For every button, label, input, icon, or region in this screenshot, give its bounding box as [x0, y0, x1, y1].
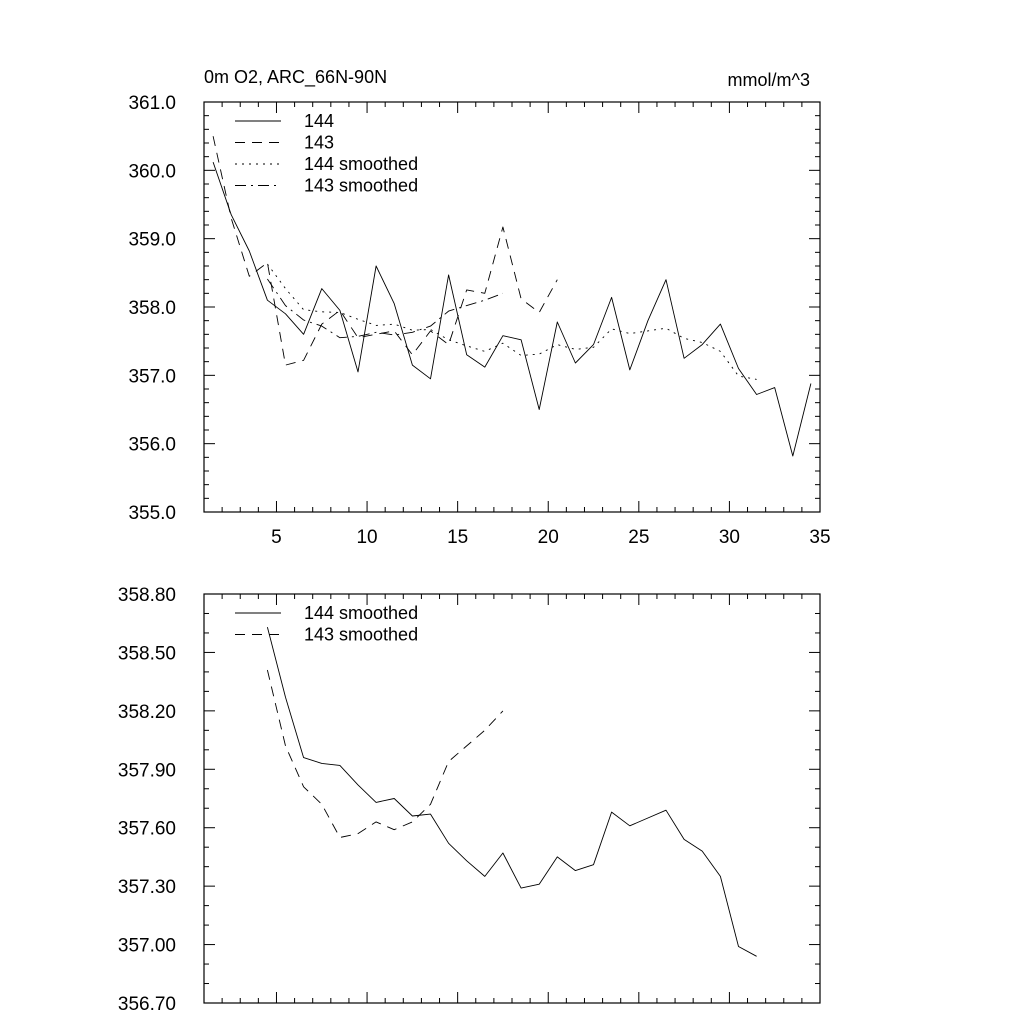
top-y-tick-label: 356.0 [128, 434, 176, 456]
top-x-tick-label: 25 [628, 527, 650, 548]
bottom-y-tick-label: 357.00 [117, 935, 176, 957]
top-y-tick-label: 359.0 [128, 229, 176, 251]
top-y-tick-label: 360.0 [128, 161, 176, 183]
bottom-y-tick-label: 357.30 [117, 877, 176, 899]
bottom-y-tick-label: 357.90 [117, 760, 176, 782]
bottom-y-tick-label: 356.70 [117, 994, 176, 1015]
bottom-legend-label-144-smoothed: 144 smoothed [304, 603, 419, 623]
bottom-y-tick-label: 358.80 [117, 585, 176, 606]
top-y-tick-label: 355.0 [128, 503, 176, 524]
top-legend-label-144: 144 [304, 111, 335, 131]
top-y-tick-label: 357.0 [128, 366, 176, 388]
top-legend-label-143: 143 [304, 132, 335, 153]
bottom-legend-label-143-smoothed: 143 smoothed [304, 624, 419, 645]
top-x-tick-label: 15 [447, 527, 469, 548]
bottom-y-tick-label: 358.50 [117, 643, 176, 665]
bottom-y-tick-label: 358.20 [117, 701, 176, 723]
top-panel [128, 67, 830, 548]
top-plot-frame [204, 102, 820, 512]
bottom-plot-frame [204, 594, 820, 1003]
top-series-line-144-smoothed [267, 264, 756, 379]
top-x-tick-label: 20 [537, 527, 559, 548]
chart-title: 0m O2, ARC_66N-90N [204, 67, 388, 87]
top-x-tick-label: 35 [809, 527, 831, 548]
top-legend-label-143-smoothed: 143 smoothed [304, 175, 419, 196]
top-x-tick-label: 10 [356, 527, 378, 548]
top-y-tick-label: 361.0 [128, 93, 176, 114]
bottom-panel [118, 585, 820, 1015]
top-x-tick-label: 30 [718, 527, 740, 548]
bottom-series-line-144-smoothed [267, 624, 756, 956]
top-x-tick-label: 5 [271, 527, 282, 548]
top-y-tick-label: 358.0 [128, 298, 176, 319]
top-legend-label-144-smoothed: 144 smoothed [304, 154, 419, 174]
bottom-y-tick-label: 357.60 [117, 818, 176, 840]
units-label: mmol/m^3 [727, 70, 810, 90]
